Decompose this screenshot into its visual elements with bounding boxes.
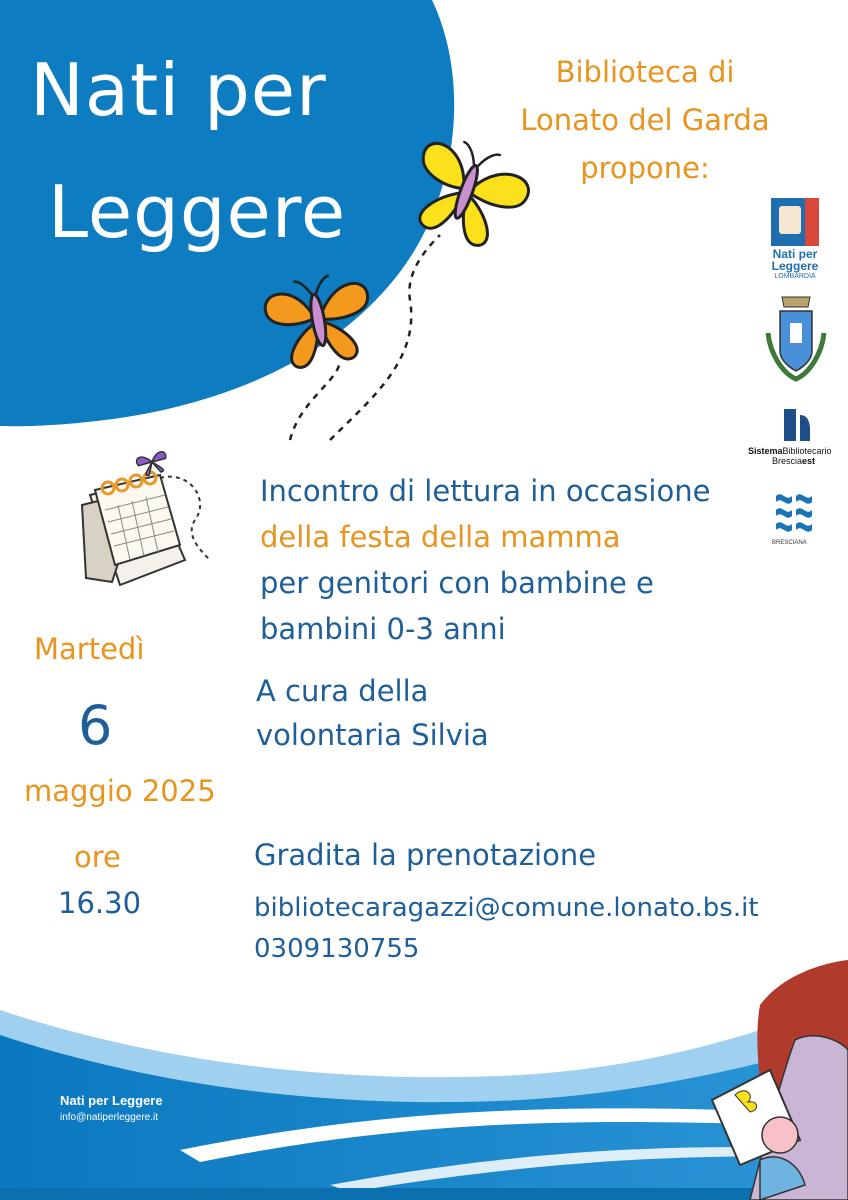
organizer-line-3: propone:	[580, 151, 710, 185]
sistema-name-rest: Bibliotecario	[782, 446, 832, 456]
organizer-line-1: Biblioteca di	[555, 55, 735, 89]
rete-bibliotecaria-logo-icon	[772, 490, 816, 538]
booking-email-link[interactable]: bibliotecaragazzi@comune.lonato.bs.it	[254, 893, 759, 923]
event-line-1: Incontro di lettura in occasione	[260, 474, 711, 508]
npl-lombardia-line1: Nati per	[772, 247, 818, 261]
sistema-bibliotecario-text	[748, 446, 832, 466]
flight-trail-1	[290, 360, 340, 440]
time-label: ore	[74, 840, 121, 874]
booking-label: Gradita la prenotazione	[254, 838, 597, 872]
municipal-crest-icon	[762, 293, 830, 385]
wave-bottom-strip	[0, 1188, 848, 1200]
sistema-bibliotecario-logo-icon	[780, 405, 814, 445]
sistema-name-bold: Sistema	[748, 446, 783, 456]
npl-lombardia-logo	[771, 198, 819, 246]
event-line-4: bambini 0-3 anni	[260, 612, 506, 646]
calendar-illustration	[82, 451, 210, 585]
rete-bibliotecaria-text: BRESCIANA	[772, 540, 807, 546]
date-day: 6	[78, 694, 113, 757]
title-line-1: Nati per	[30, 48, 327, 132]
curator-line-1: A cura della	[256, 674, 429, 708]
footer-brand: Nati per Leggere	[60, 1093, 163, 1108]
organizer-block	[500, 48, 790, 192]
title-line-2: Leggere	[48, 170, 347, 254]
curator-line-2: volontaria Silvia	[256, 718, 489, 752]
booking-phone[interactable]: 0309130755	[254, 934, 420, 964]
date-month-year: maggio 2025	[24, 774, 216, 808]
event-line-3: per genitori con bambine e	[260, 566, 654, 600]
event-line-2: della festa della mamma	[260, 520, 621, 554]
organizer-line-2: Lonato del Garda	[520, 103, 770, 137]
date-weekday: Martedì	[34, 632, 145, 666]
npl-lombardia-text	[764, 248, 826, 282]
sistema-sub-b: est	[802, 456, 816, 466]
npl-lombardia-line3: LOMBARDIA	[774, 273, 816, 280]
footer-email-link[interactable]: info@natiperleggere.it	[60, 1112, 158, 1123]
event-time: 16.30	[58, 886, 142, 920]
npl-lombardia-line2: Leggere	[771, 259, 819, 273]
sistema-sub-a: Brescia	[772, 456, 803, 466]
